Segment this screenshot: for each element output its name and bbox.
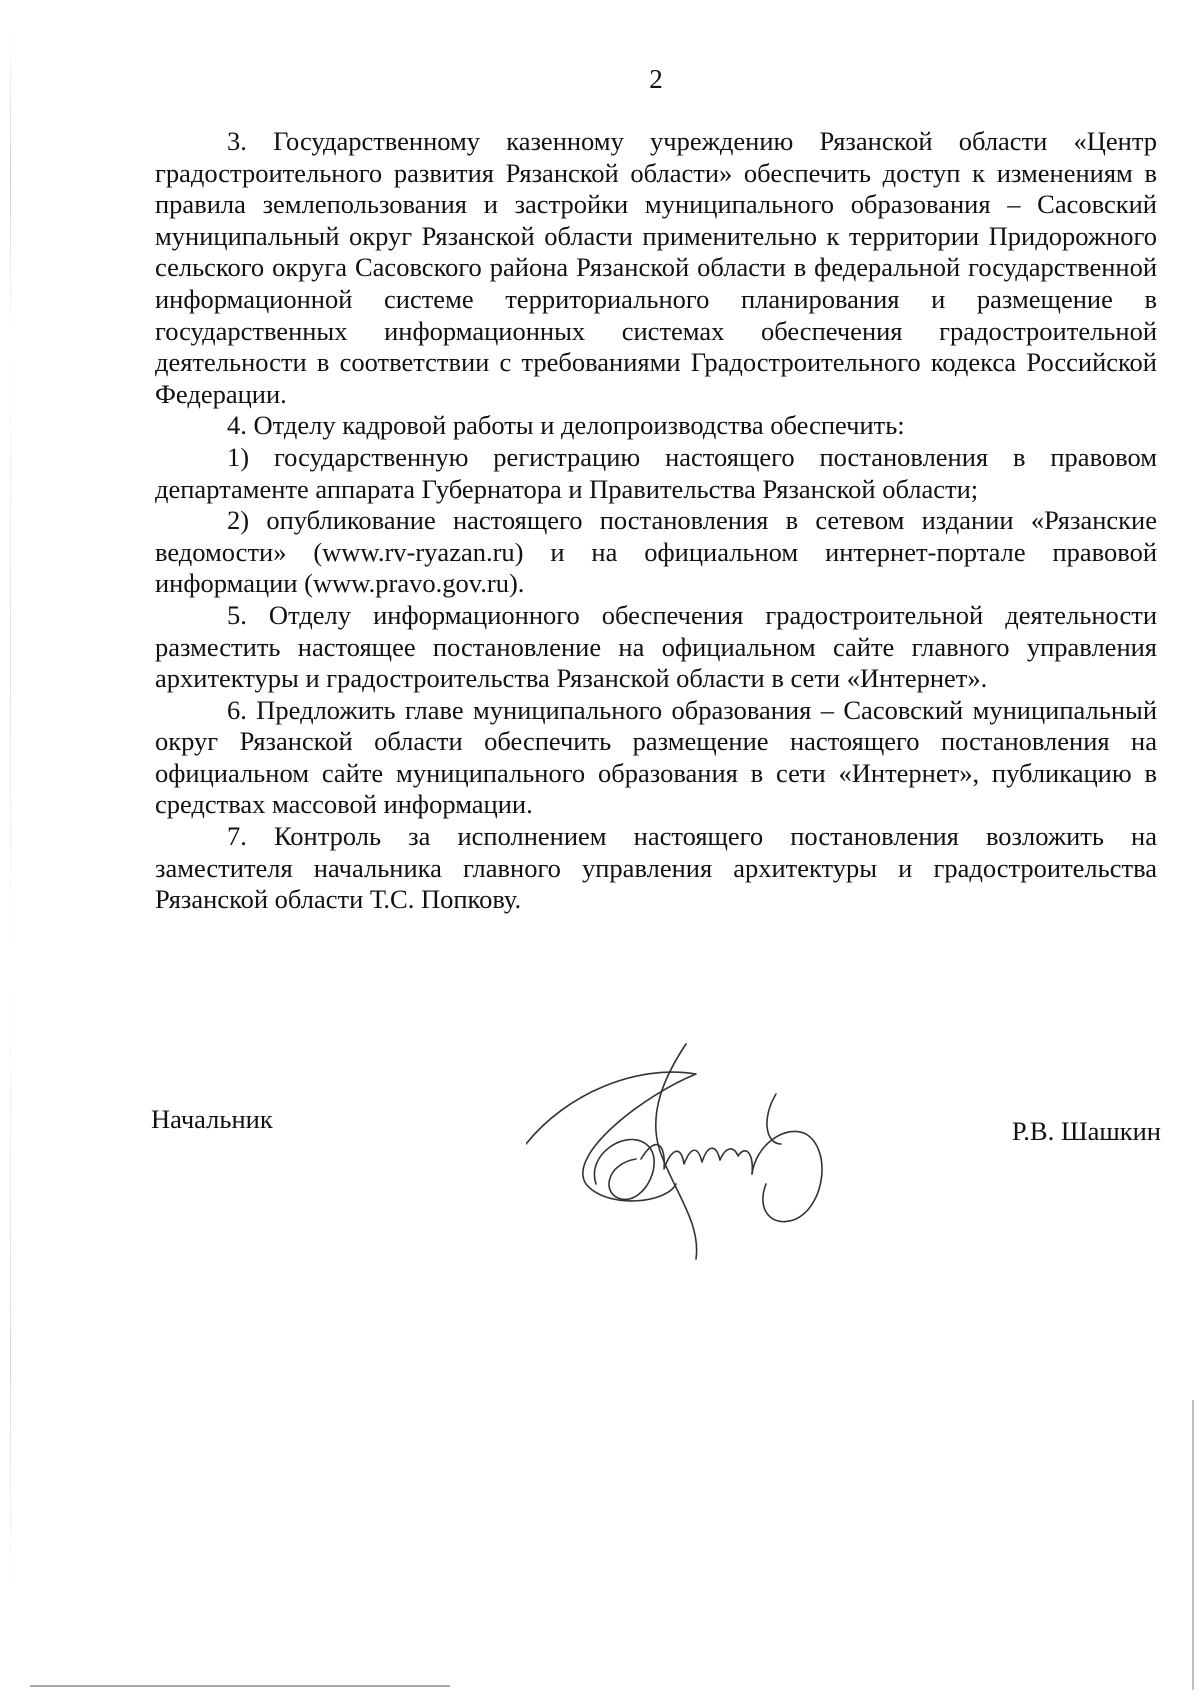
- paragraph-7: 7. Контроль за исполнением настоящего постановления возложить на заместителя начальника главного управления архитектуры и градостроительства Рязанской области Т.С. Попкову.: [155, 821, 1157, 915]
- paragraph-5: 5. Отделу информационного обеспечения градостроительной деятельности разместить настоящее постановление на официальном сайте главного управления архитектуры и градостроительства Рязанской области в сети «Интернет».: [155, 599, 1157, 694]
- handwritten-signature-image: [526, 1034, 866, 1274]
- signature-block: [151, 1104, 1161, 1264]
- paragraph-4-1: 1) государственную регистрацию настоящего постановления в правовом департаменте аппарата Губернатора и Правительства Рязанской области;: [155, 441, 1157, 504]
- page-number: 2: [649, 64, 663, 94]
- paragraph-3: 3. Государственному казенному учреждению Рязанской области «Центр градостроительного развития Рязанской области» обеспечить доступ к изменениям в правила землепользования и застройки муниципального образования – Сасовский муниципальный округ Рязанской области применительно к территории Придорожного сельского округа Сасовского района Рязанской области в федеральной государственной информационной системе территориального планирования и размещение в государственных информационных системах обеспечения градостроительной деятельности в соответствии с требованиями Градостроительного кодекса Российской Федерации.: [155, 126, 1157, 409]
- paragraph-4: 4. Отделу кадровой работы и делопроизводства обеспечить:: [227, 410, 905, 441]
- signatory-name: Р.В. Шашкин: [1011, 1116, 1161, 1146]
- scan-edge-bottom: [30, 1685, 450, 1687]
- paragraph-4-2: 2) опубликование настоящего постановления в сетевом издании «Рязанские ведомости» (www.rv-ryazan.ru) и на официальном интернет-портале правовой информации (www.pravo.gov.ru).: [155, 505, 1157, 599]
- scan-edge-left: [10, 20, 11, 1600]
- paragraph-6: 6. Предложить главе муниципального образования – Сасовский муниципальный округ Рязанской области обеспечить размещение настоящего постановления на официальном сайте муниципального образования в сети «Интернет», публикацию в средствах массовой информации.: [155, 694, 1157, 820]
- scan-edge-right: [1192, 1400, 1194, 1690]
- document-body: [155, 126, 1157, 916]
- signatory-title: Начальник: [151, 1104, 273, 1134]
